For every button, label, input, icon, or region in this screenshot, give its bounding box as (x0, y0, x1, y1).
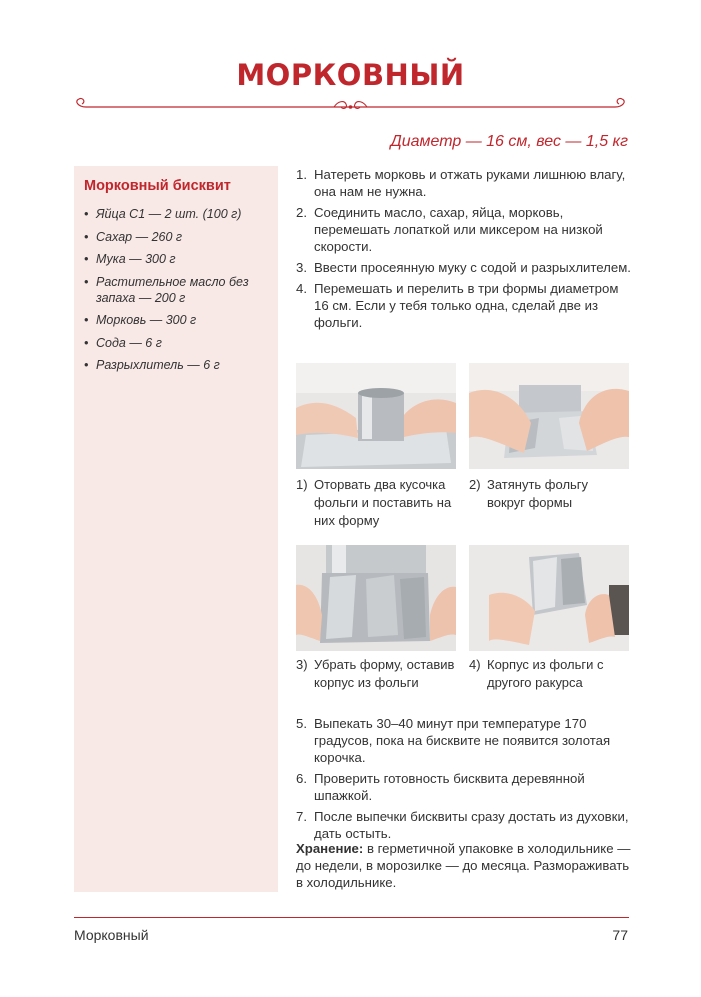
step-number: 2. (296, 205, 307, 220)
step-text: Проверить готовность бисквита деревянной шпажкой. (314, 771, 585, 803)
photo-foil-case-icon (296, 545, 456, 651)
step-item (296, 166, 632, 200)
step-item (296, 770, 632, 804)
steps-list-bottom (296, 715, 632, 846)
ingredient-item: • Мука — 300 г (84, 251, 268, 267)
photo-foil-angle-icon (469, 545, 629, 651)
step-item (296, 280, 632, 331)
size-weight-subtitle: Диаметр — 16 см, вес — 1,5 кг (390, 133, 628, 150)
ingredients-title: Морковный бисквит (84, 178, 231, 194)
page-title: МОРКОВНЫЙ (236, 58, 465, 92)
photo-foil-form-icon (296, 363, 456, 469)
page-number: 77 (612, 927, 628, 943)
caption-number: 4) (469, 657, 481, 672)
caption-number: 1) (296, 477, 308, 492)
steps-list-top (296, 166, 632, 335)
ingredient-item: • Морковь — 300 г (84, 312, 268, 328)
step-number: 7. (296, 809, 307, 824)
ingredient-item: • Разрыхлитель — 6 г (84, 357, 268, 373)
storage-label: Хранение: (296, 841, 364, 856)
step-item (296, 715, 632, 766)
step-number: 6. (296, 771, 307, 786)
photo-foil-wrap-icon (469, 363, 629, 469)
step-text: Выпекать 30–40 минут при температуре 170 градусов, пока на бисквите не появится золотая корочка. (314, 716, 611, 765)
ingredient-item: • Яйца С1 — 2 шт. (100 г) (84, 206, 268, 222)
step-number: 4. (296, 281, 307, 296)
footer-section-name: Морковный (74, 927, 149, 943)
caption-number: 2) (469, 477, 481, 492)
footer-divider (74, 917, 629, 918)
ingredients-sidebar (74, 166, 278, 892)
step-number: 1. (296, 167, 307, 182)
photo-caption-1 (296, 476, 456, 530)
step-item (296, 259, 632, 276)
ingredient-item: • Сахар — 260 г (84, 229, 268, 245)
ingredient-item: • Сода — 6 г (84, 335, 268, 351)
caption-number: 3) (296, 657, 308, 672)
photo-step-2 (469, 363, 629, 469)
caption-text: Затянуть фольгу вокруг формы (487, 477, 589, 510)
step-text: Ввести просеянную муку с содой и разрыхлителем. (314, 260, 631, 275)
step-number: 3. (296, 260, 307, 275)
photo-caption-3 (296, 656, 456, 692)
storage-note (296, 840, 632, 891)
step-item (296, 204, 632, 255)
photo-step-1 (296, 363, 456, 469)
step-text: Соединить масло, сахар, яйца, морковь, перемешать лопаткой или миксером на низкой скорости. (314, 205, 603, 254)
photo-caption-4 (469, 656, 629, 692)
ingredient-item: • Растительное масло без запаха — 200 г (84, 274, 268, 306)
caption-text: Корпус из фольги с другого ракурса (487, 657, 604, 690)
title-divider-ornament (72, 96, 629, 118)
photo-step-3 (296, 545, 456, 651)
caption-text: Оторвать два кусочка фольги и поставить на них форму (314, 477, 452, 528)
photo-caption-2 (469, 476, 629, 512)
photo-step-4 (469, 545, 629, 651)
caption-text: Убрать форму, оставив корпус из фольги (314, 657, 455, 690)
step-text: Перемешать и перелить в три формы диаметром 16 см. Если у тебя только одна, сделай две из фольги. (314, 281, 619, 330)
step-text: Натереть морковь и отжать руками лишнюю влагу, она нам не нужна. (314, 167, 626, 199)
step-item (296, 808, 632, 842)
ingredients-list (84, 206, 268, 373)
step-number: 5. (296, 716, 307, 731)
storage-text: в герметичной упаковке в холодильнике — до недели, в морозилке — до месяца. Размораживать в холодильнике. (296, 841, 631, 890)
step-text: После выпечки бисквиты сразу достать из духовки, дать остыть. (314, 809, 629, 841)
